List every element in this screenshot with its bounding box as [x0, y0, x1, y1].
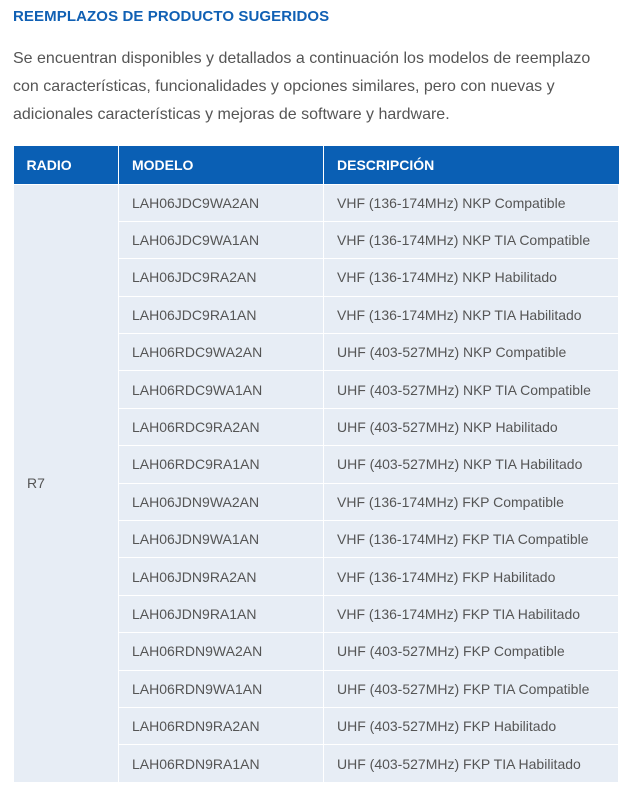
- description-cell: VHF (136-174MHz) FKP TIA Compatible: [324, 521, 619, 558]
- description-cell: UHF (403-527MHz) FKP Compatible: [324, 633, 619, 670]
- description-cell: VHF (136-174MHz) NKP Habilitado: [324, 259, 619, 296]
- table-header-row: [14, 146, 619, 184]
- model-cell: LAH06JDC9RA2AN: [119, 259, 324, 296]
- model-cell: LAH06JDN9RA2AN: [119, 558, 324, 595]
- table-body: [14, 184, 619, 782]
- model-cell: LAH06RDC9RA1AN: [119, 446, 324, 483]
- model-cell: LAH06RDN9RA2AN: [119, 707, 324, 744]
- table-row: [14, 184, 619, 221]
- description-cell: VHF (136-174MHz) NKP Compatible: [324, 184, 619, 221]
- model-cell: LAH06RDN9WA1AN: [119, 670, 324, 707]
- model-cell: LAH06RDC9WA2AN: [119, 334, 324, 371]
- description-cell: VHF (136-174MHz) FKP TIA Habilitado: [324, 595, 619, 632]
- header-description: DESCRIPCIÓN: [324, 146, 619, 184]
- header-radio: RADIO: [14, 146, 119, 184]
- description-cell: UHF (403-527MHz) FKP TIA Habilitado: [324, 745, 619, 782]
- description-cell: UHF (403-527MHz) FKP Habilitado: [324, 707, 619, 744]
- description-cell: VHF (136-174MHz) NKP TIA Compatible: [324, 221, 619, 258]
- description-cell: UHF (403-527MHz) NKP Habilitado: [324, 408, 619, 445]
- replacement-models-table: [13, 146, 619, 783]
- model-cell: LAH06RDC9RA2AN: [119, 408, 324, 445]
- section-heading: REEMPLAZOS DE PRODUCTO SUGERIDOS: [13, 8, 330, 25]
- description-cell: UHF (403-527MHz) NKP TIA Compatible: [324, 371, 619, 408]
- model-cell: LAH06JDN9WA2AN: [119, 483, 324, 520]
- model-cell: LAH06JDC9WA1AN: [119, 221, 324, 258]
- description-cell: UHF (403-527MHz) NKP Compatible: [324, 334, 619, 371]
- model-cell: LAH06JDN9WA1AN: [119, 521, 324, 558]
- radio-cell: R7: [14, 184, 119, 782]
- model-cell: LAH06RDC9WA1AN: [119, 371, 324, 408]
- description-cell: VHF (136-174MHz) NKP TIA Habilitado: [324, 296, 619, 333]
- model-cell: LAH06RDN9WA2AN: [119, 633, 324, 670]
- intro-paragraph: Se encuentran disponibles y detallados a continuación los modelos de reemplazo con características, funcionalidades y opciones similares, pero con nuevas y adicionales características y mejoras de software y hardware.: [13, 50, 591, 123]
- description-cell: UHF (403-527MHz) FKP TIA Compatible: [324, 670, 619, 707]
- model-cell: LAH06JDC9WA2AN: [119, 184, 324, 221]
- model-cell: LAH06JDC9RA1AN: [119, 296, 324, 333]
- model-cell: LAH06JDN9RA1AN: [119, 595, 324, 632]
- model-cell: LAH06RDN9RA1AN: [119, 745, 324, 782]
- header-model: MODELO: [119, 146, 324, 184]
- description-cell: UHF (403-527MHz) NKP TIA Habilitado: [324, 446, 619, 483]
- description-cell: VHF (136-174MHz) FKP Habilitado: [324, 558, 619, 595]
- description-cell: VHF (136-174MHz) FKP Compatible: [324, 483, 619, 520]
